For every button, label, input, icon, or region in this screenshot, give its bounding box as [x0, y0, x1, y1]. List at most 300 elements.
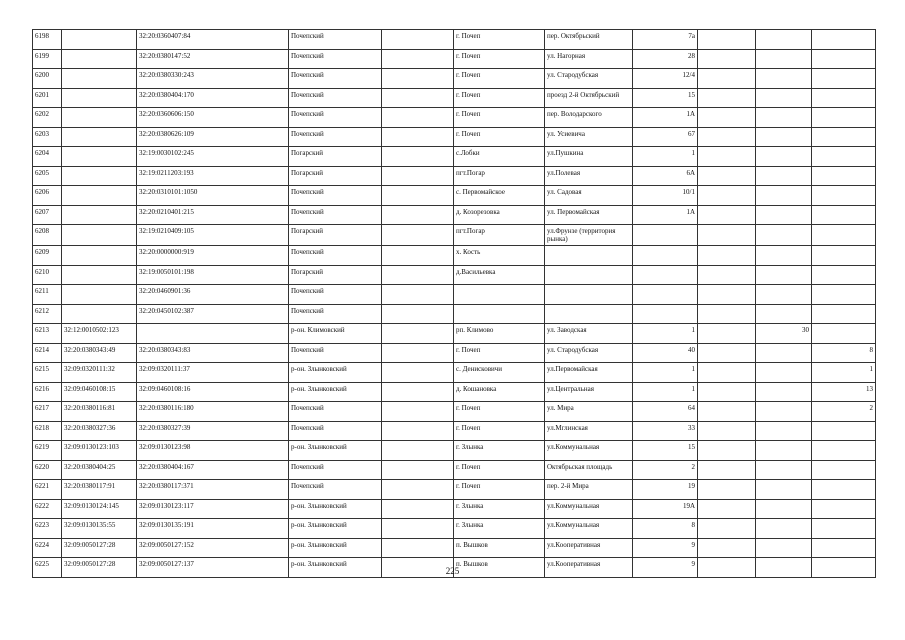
table-cell [756, 499, 812, 519]
table-cell: 33 [633, 421, 698, 441]
table-row [33, 69, 876, 89]
table-cell: 40 [633, 343, 698, 363]
table-cell [756, 343, 812, 363]
table-cell [382, 265, 454, 285]
table-cell [698, 460, 756, 480]
table-row [33, 166, 876, 186]
table-cell [756, 205, 812, 225]
table-cell: 6212 [33, 304, 62, 324]
table-cell: 32:20:0380116:180 [137, 402, 289, 422]
table-cell: 32:20:0210401:215 [137, 205, 289, 225]
table-cell: 6211 [33, 285, 62, 305]
table-cell [633, 285, 698, 305]
table-cell [812, 108, 876, 128]
table-cell [812, 285, 876, 305]
table-cell: пер. 2-й Мира [545, 480, 633, 500]
table-row [33, 49, 876, 69]
table-cell: Почепский [289, 127, 382, 147]
table-cell: 32:09:0050127:28 [62, 558, 137, 578]
table-cell [62, 166, 137, 186]
table-cell [633, 246, 698, 266]
table-cell: 32:09:0460108:15 [62, 382, 137, 402]
table-cell: 32:20:0380330:243 [137, 69, 289, 89]
table-cell [633, 304, 698, 324]
table-cell [756, 441, 812, 461]
table-cell [62, 108, 137, 128]
table-cell [698, 49, 756, 69]
table-cell: ул.Кооперативная [545, 538, 633, 558]
table-cell: д. Козорезовка [454, 205, 545, 225]
table-cell: п. Вышков [454, 558, 545, 578]
table-cell: Почепский [289, 343, 382, 363]
table-row [33, 460, 876, 480]
table-cell: 6201 [33, 88, 62, 108]
table-cell: 6210 [33, 265, 62, 285]
table-cell: г. Почеп [454, 421, 545, 441]
table-cell: 30 [756, 324, 812, 344]
table-cell [62, 246, 137, 266]
table-cell [812, 421, 876, 441]
table-cell [812, 205, 876, 225]
table-cell: пгт.Погар [454, 166, 545, 186]
table-cell [756, 30, 812, 50]
table-cell [382, 421, 454, 441]
table-cell [382, 108, 454, 128]
table-cell [812, 324, 876, 344]
table-cell: ул. Нагорная [545, 49, 633, 69]
table-cell: 1 [633, 147, 698, 167]
table-cell [698, 538, 756, 558]
table-row [33, 225, 876, 246]
table-cell [812, 147, 876, 167]
table-cell: 19 [633, 480, 698, 500]
table-cell: 15 [633, 88, 698, 108]
table-cell: ул. Стародубская [545, 69, 633, 89]
table-cell: г. Почеп [454, 127, 545, 147]
table-cell: 6217 [33, 402, 62, 422]
table-cell: ул.Мглинская [545, 421, 633, 441]
table-cell [812, 480, 876, 500]
table-cell [812, 519, 876, 539]
table-cell [545, 304, 633, 324]
table-cell: ул.Коммунальная [545, 519, 633, 539]
table-cell: с. Первомайское [454, 186, 545, 206]
table-cell [812, 265, 876, 285]
table-cell: 32:09:0320111:32 [62, 363, 137, 383]
table-cell [382, 363, 454, 383]
table-cell [382, 127, 454, 147]
table-cell: г. Злынка [454, 499, 545, 519]
table-cell [698, 285, 756, 305]
table-cell [382, 519, 454, 539]
table-cell: 9 [633, 538, 698, 558]
table-cell: 6205 [33, 166, 62, 186]
table-cell [812, 441, 876, 461]
table-cell [545, 246, 633, 266]
table-cell: 32:20:0000000:919 [137, 246, 289, 266]
table-row [33, 147, 876, 167]
table-cell [382, 186, 454, 206]
table-cell [382, 49, 454, 69]
table-cell: пер. Володарского [545, 108, 633, 128]
table-cell [382, 166, 454, 186]
table-cell: 32:09:0130124:145 [62, 499, 137, 519]
table-cell [698, 343, 756, 363]
table-cell [756, 538, 812, 558]
table-cell: 8 [633, 519, 698, 539]
table-cell: г. Почеп [454, 460, 545, 480]
table-cell [756, 186, 812, 206]
table-cell [756, 285, 812, 305]
table-cell [812, 88, 876, 108]
table-row [33, 441, 876, 461]
table-row [33, 304, 876, 324]
table-cell: 6221 [33, 480, 62, 500]
table-cell: Почепский [289, 30, 382, 50]
table-cell [633, 225, 698, 246]
table-cell: Почепский [289, 285, 382, 305]
table-cell: 32:12:0010502:123 [62, 324, 137, 344]
table-cell: с. Денисковичи [454, 363, 545, 383]
table-cell: 6213 [33, 324, 62, 344]
table-cell [382, 324, 454, 344]
table-cell: 64 [633, 402, 698, 422]
table-cell: 32:20:0450102:387 [137, 304, 289, 324]
table-cell [62, 88, 137, 108]
table-cell [698, 519, 756, 539]
table-cell: г. Почеп [454, 49, 545, 69]
table-cell [698, 363, 756, 383]
table-cell: Почепский [289, 246, 382, 266]
table-cell: ул.Первомайская [545, 363, 633, 383]
table-row [33, 519, 876, 539]
table-row [33, 88, 876, 108]
table-cell: г. Почеп [454, 343, 545, 363]
table-cell: р-он. Злынковский [289, 441, 382, 461]
table-row [33, 480, 876, 500]
table-cell: Почепский [289, 421, 382, 441]
table-cell [698, 382, 756, 402]
table-cell: 32:20:0380404:25 [62, 460, 137, 480]
table-cell [62, 265, 137, 285]
table-cell: 6219 [33, 441, 62, 461]
table-row [33, 499, 876, 519]
table-cell [756, 225, 812, 246]
table-cell: р-он. Злынковский [289, 382, 382, 402]
table-cell: 32:20:0380327:39 [137, 421, 289, 441]
table-cell [756, 304, 812, 324]
table-cell [812, 166, 876, 186]
table-cell [545, 265, 633, 285]
table-cell: 32:19:0210409:105 [137, 225, 289, 246]
table-cell [454, 285, 545, 305]
table-cell: ул. Стародубская [545, 343, 633, 363]
table-cell: г. Почеп [454, 108, 545, 128]
table-cell [382, 304, 454, 324]
table-cell: п. Вышков [454, 538, 545, 558]
table-cell: ул. Первомайская [545, 205, 633, 225]
table-cell [812, 246, 876, 266]
table-cell: 32:20:0380147:52 [137, 49, 289, 69]
table-cell: пер. Октябрьский [545, 30, 633, 50]
table-cell [756, 460, 812, 480]
table-cell [756, 480, 812, 500]
table-cell [756, 363, 812, 383]
table-cell [698, 166, 756, 186]
table-cell: 6207 [33, 205, 62, 225]
table-cell: 10/1 [633, 186, 698, 206]
table-cell [382, 480, 454, 500]
table-cell: 13 [812, 382, 876, 402]
table-cell: 32:19:0211203:193 [137, 166, 289, 186]
table-cell [698, 225, 756, 246]
table-cell: 12/4 [633, 69, 698, 89]
table-cell: 2 [812, 402, 876, 422]
table-cell [698, 30, 756, 50]
table-cell: 2 [633, 460, 698, 480]
table-cell [382, 88, 454, 108]
table-cell: ул.Центральная [545, 382, 633, 402]
table-cell: г. Почеп [454, 69, 545, 89]
table-row [33, 421, 876, 441]
table-cell: 6203 [33, 127, 62, 147]
table-cell: Почепский [289, 304, 382, 324]
table-cell [812, 460, 876, 480]
table-cell: Почепский [289, 108, 382, 128]
table-cell [382, 30, 454, 50]
table-cell: г. Почеп [454, 402, 545, 422]
table-cell: 32:20:0380116:81 [62, 402, 137, 422]
table-row [33, 127, 876, 147]
table-cell: с.Лобки [454, 147, 545, 167]
table-cell [62, 147, 137, 167]
table-row [33, 30, 876, 50]
table-cell: 6223 [33, 519, 62, 539]
table-cell: г. Почеп [454, 30, 545, 50]
table-body [33, 30, 876, 578]
table-cell: Погарский [289, 225, 382, 246]
table-cell [756, 382, 812, 402]
table-cell: 6204 [33, 147, 62, 167]
table-cell: 6202 [33, 108, 62, 128]
table-cell: проезд 2-й Октябрьский [545, 88, 633, 108]
table-cell: 6208 [33, 225, 62, 246]
table-cell [756, 108, 812, 128]
table-row [33, 108, 876, 128]
table-cell [137, 324, 289, 344]
table-cell: 8 [812, 343, 876, 363]
table-cell: 6214 [33, 343, 62, 363]
table-cell: пгт.Погар [454, 225, 545, 246]
table-cell [812, 225, 876, 246]
table-cell: 32:20:0310101:1050 [137, 186, 289, 206]
table-row [33, 265, 876, 285]
table-cell: 6209 [33, 246, 62, 266]
table-cell: 6206 [33, 186, 62, 206]
table-cell [698, 205, 756, 225]
table-row [33, 285, 876, 305]
table-cell [698, 324, 756, 344]
table-cell [698, 147, 756, 167]
table-cell: 6225 [33, 558, 62, 578]
table-cell [812, 30, 876, 50]
table-cell: 32:20:0380117:371 [137, 480, 289, 500]
table-cell: ул. Заводская [545, 324, 633, 344]
table-cell: 6218 [33, 421, 62, 441]
table-cell: 6198 [33, 30, 62, 50]
table-cell: р-он. Злынковский [289, 519, 382, 539]
table-cell [698, 88, 756, 108]
table-cell [62, 127, 137, 147]
table-cell [698, 441, 756, 461]
table-cell [545, 285, 633, 305]
table-cell [756, 88, 812, 108]
table-cell: ул.Пушкина [545, 147, 633, 167]
table-cell [382, 499, 454, 519]
table-cell: 1 [812, 363, 876, 383]
table-cell: 6216 [33, 382, 62, 402]
table-cell [812, 186, 876, 206]
table-cell: 32:20:0380343:49 [62, 343, 137, 363]
table-cell: Почепский [289, 460, 382, 480]
table-cell [62, 186, 137, 206]
table-cell: 1 [633, 324, 698, 344]
table-cell [756, 402, 812, 422]
table-cell: Октябрьская площадь [545, 460, 633, 480]
table-cell: р-он. Злынковский [289, 363, 382, 383]
table-cell: Почепский [289, 402, 382, 422]
table-cell: Почепский [289, 205, 382, 225]
table-cell [698, 304, 756, 324]
table-cell [382, 285, 454, 305]
table-cell: 32:19:0030102:245 [137, 147, 289, 167]
table-cell [382, 382, 454, 402]
table-cell: 32:19:0050101:198 [137, 265, 289, 285]
table-cell: 32:09:0130123:117 [137, 499, 289, 519]
table-cell: г. Почеп [454, 88, 545, 108]
register-table [32, 29, 876, 578]
table-cell: г. Злынка [454, 519, 545, 539]
table-cell [62, 49, 137, 69]
table-cell [756, 69, 812, 89]
table-cell [633, 265, 698, 285]
table-cell: ул.Коммунальная [545, 441, 633, 461]
table-cell: 32:20:0380404:170 [137, 88, 289, 108]
table-cell: ул. Мира [545, 402, 633, 422]
table-cell: 28 [633, 49, 698, 69]
table-cell: Погарский [289, 166, 382, 186]
table-cell: ул.Кооперативная [545, 558, 633, 578]
table-cell [698, 265, 756, 285]
table-cell: г. Почеп [454, 480, 545, 500]
table-cell: д.Васильевка [454, 265, 545, 285]
table-row [33, 246, 876, 266]
table-cell [756, 246, 812, 266]
table-cell [382, 246, 454, 266]
table-cell: 19А [633, 499, 698, 519]
table-cell: 32:20:0380343:83 [137, 343, 289, 363]
table-cell: Почепский [289, 480, 382, 500]
table-cell [454, 304, 545, 324]
table-cell: 32:20:0380327:36 [62, 421, 137, 441]
table-cell [756, 519, 812, 539]
table-cell: 9 [633, 558, 698, 578]
table-cell: 32:09:0320111:37 [137, 363, 289, 383]
table-cell: 1А [633, 108, 698, 128]
table-cell [698, 402, 756, 422]
table-cell: 6220 [33, 460, 62, 480]
table-row [33, 363, 876, 383]
table-cell: 32:20:0380117:91 [62, 480, 137, 500]
table-cell: р-он. Злынковский [289, 538, 382, 558]
table-cell: 6222 [33, 499, 62, 519]
table-cell: 32:20:0380404:167 [137, 460, 289, 480]
table-cell [62, 285, 137, 305]
table-cell: 6224 [33, 538, 62, 558]
table-cell: 32:09:0050127:28 [62, 538, 137, 558]
table-cell [812, 538, 876, 558]
table-row [33, 402, 876, 422]
table-cell [62, 304, 137, 324]
table-cell [62, 225, 137, 246]
table-cell: 1А [633, 205, 698, 225]
table-cell: х. Кость [454, 246, 545, 266]
table-cell: 32:09:0050127:152 [137, 538, 289, 558]
table-cell: 32:09:0130135:191 [137, 519, 289, 539]
table-cell [812, 499, 876, 519]
table-cell [698, 108, 756, 128]
table-cell: р-он. Климовский [289, 324, 382, 344]
table-cell [698, 246, 756, 266]
table-cell: 15 [633, 441, 698, 461]
table-cell: д. Кошановка [454, 382, 545, 402]
table-cell [62, 205, 137, 225]
table-cell [756, 421, 812, 441]
table-cell [812, 69, 876, 89]
table-cell: 32:20:0360407:84 [137, 30, 289, 50]
table-cell: 32:09:0460108:16 [137, 382, 289, 402]
table-cell: Почепский [289, 49, 382, 69]
table-cell [62, 30, 137, 50]
table-cell: г. Злынка [454, 441, 545, 461]
table-cell: Погарский [289, 265, 382, 285]
table-cell [698, 186, 756, 206]
table-cell [382, 460, 454, 480]
table-cell: р-он. Злынковский [289, 558, 382, 578]
table-cell [698, 421, 756, 441]
table-cell [62, 69, 137, 89]
table-cell [698, 499, 756, 519]
table-cell [812, 304, 876, 324]
table-cell: 32:09:0130123:98 [137, 441, 289, 461]
table-cell [382, 538, 454, 558]
table-cell: Почепский [289, 88, 382, 108]
table-row [33, 382, 876, 402]
table-cell: 6А [633, 166, 698, 186]
table-cell: Почепский [289, 69, 382, 89]
table-cell [756, 166, 812, 186]
table-cell: 1 [633, 382, 698, 402]
table-cell [382, 343, 454, 363]
table-cell: ул. Усиевича [545, 127, 633, 147]
table-cell [382, 402, 454, 422]
table-row [33, 186, 876, 206]
table-cell: Почепский [289, 186, 382, 206]
table-cell [382, 441, 454, 461]
table-cell [698, 69, 756, 89]
table-cell: 32:20:0380626:109 [137, 127, 289, 147]
table-row [33, 538, 876, 558]
